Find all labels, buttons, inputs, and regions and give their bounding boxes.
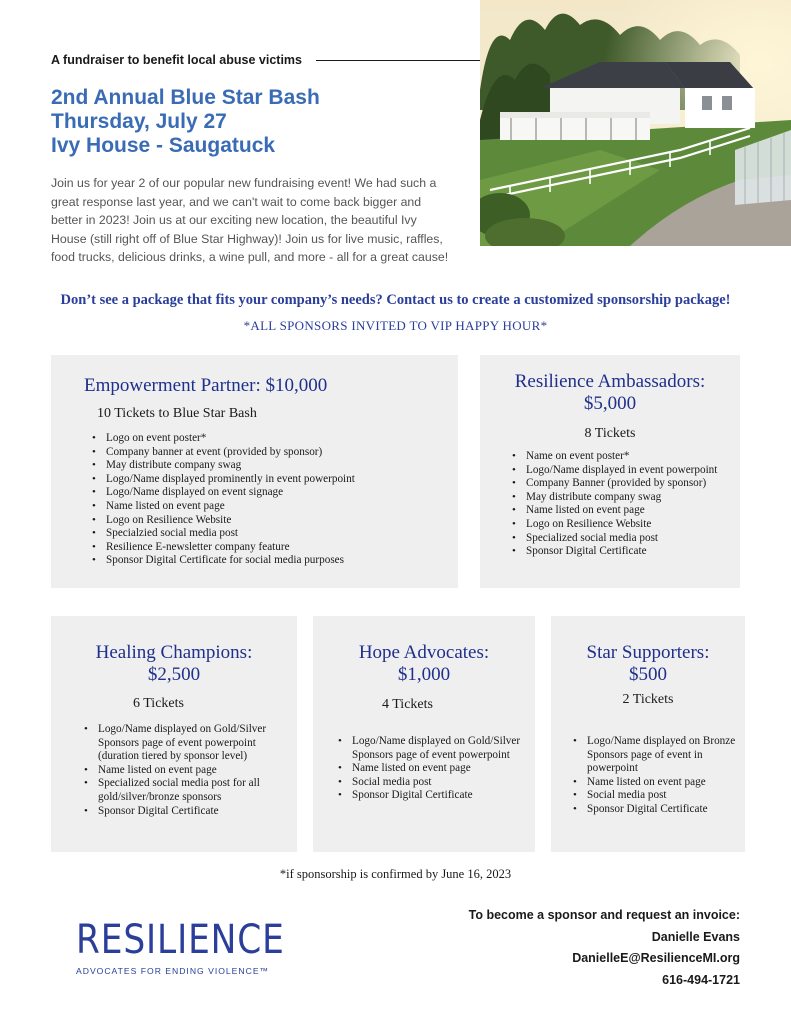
event-date: Thursday, July 27 <box>51 110 227 133</box>
benefit-item: • Specialized social media post for all gold/silver/bronze sponsors <box>81 777 291 804</box>
benefit-item: • Sponsor Digital Certificate <box>509 545 734 559</box>
benefit-item: • Logo/Name displayed on Gold/Silver Sponsors page of event powerpoint <box>335 735 530 762</box>
benefit-item: • Name listed on event page <box>89 500 449 514</box>
tagline-divider <box>316 60 481 61</box>
benefit-item: • Company Banner (provided by sponsor) <box>509 477 734 491</box>
benefit-item: • Social media post <box>570 789 742 803</box>
contact-phone[interactable]: 616-494-1721 <box>662 972 740 987</box>
custom-package-note: Don’t see a package that fits your company’s needs? Contact us to create a customized sponsorship package! <box>60 292 731 308</box>
benefit-item: • Company banner at event (provided by sponsor) <box>89 446 449 460</box>
event-location: Ivy House - Saugatuck <box>51 134 276 157</box>
package-card-resilience <box>480 355 740 588</box>
benefit-item: • Specialzied social media post <box>89 527 449 541</box>
benefit-item: • Name listed on event page <box>81 764 291 778</box>
benefit-list <box>509 450 734 559</box>
venue-photo-illustration <box>480 0 791 246</box>
venue-photo <box>480 0 791 246</box>
benefit-item: • Sponsor Digital Certificate <box>81 805 291 819</box>
benefit-item: • Sponsor Digital Certificate for social media purposes <box>89 554 449 568</box>
benefit-item: • Logo/Name displayed in event powerpoint <box>509 464 734 478</box>
package-title-name: Resilience Ambassadors: <box>514 371 706 392</box>
benefit-item: • Logo/Name displayed on Gold/Silver Sponsors page of event powerpoint (duration tiered by sponsor level) <box>81 723 291 764</box>
sponsorship-footnote: *if sponsorship is confirmed by June 16, 2023 <box>279 867 512 881</box>
contact-heading: To become a sponsor and request an invoice: <box>468 908 740 922</box>
resilience-logo <box>76 918 286 976</box>
benefit-item: • Specialized social media post <box>509 532 734 546</box>
tagline: A fundraiser to benefit local abuse victims <box>51 53 302 67</box>
contact-block <box>420 905 740 991</box>
benefit-item: • Name listed on event page <box>509 504 734 518</box>
benefit-item: • Social media post <box>335 776 530 790</box>
benefit-item: • Logo on event poster* <box>89 432 449 446</box>
package-tickets: 10 Tickets to Blue Star Bash <box>97 406 257 421</box>
package-title-name: Hope Advocates: <box>358 642 490 663</box>
benefit-item: • Logo on Resilience Website <box>509 518 734 532</box>
benefit-item: • Logo/Name displayed on Bronze Sponsors page of event in powerpoint <box>570 735 742 776</box>
benefit-list <box>570 735 742 817</box>
benefit-list <box>81 723 291 818</box>
benefit-item: • Sponsor Digital Certificate <box>335 789 530 803</box>
package-title <box>551 642 745 686</box>
package-title <box>480 371 740 415</box>
benefit-list <box>335 735 530 803</box>
contact-name: Danielle Evans <box>651 929 740 944</box>
package-title-name: Healing Champions: <box>95 642 253 663</box>
benefit-item: • Logo/Name displayed on event signage <box>89 486 449 500</box>
package-card-star <box>551 616 745 852</box>
package-tickets: 4 Tickets <box>382 697 433 712</box>
logo-wordmark: RESILIENCE <box>76 917 285 963</box>
benefit-item: • Name listed on event page <box>335 762 530 776</box>
intro-paragraph: Join us for year 2 of our popular new fundraising event! We had such a great response last year, and we can't wait to come back bigger and better in 2023! Join us at our exciting new location, the beautiful Ivy House (still right off of Blue Star Highway)! Join us for live music, raffles, food trucks, delicious drinks, a wine pull, and more - all for a great cause! <box>51 176 449 265</box>
package-card-healing <box>51 616 297 852</box>
package-title-price: $2,500 <box>147 664 201 685</box>
benefit-item: • Resilience E-newsletter company feature <box>89 541 449 555</box>
benefit-item: • Logo/Name displayed prominently in event powerpoint <box>89 473 449 487</box>
package-card-hope <box>313 616 535 852</box>
package-title <box>313 642 535 686</box>
package-title-price: $1,000 <box>397 664 451 685</box>
event-title <box>51 86 471 158</box>
benefit-item: • May distribute company swag <box>509 491 734 505</box>
benefit-list <box>89 432 449 568</box>
package-tickets: 6 Tickets <box>133 696 184 711</box>
benefit-item: • May distribute company swag <box>89 459 449 473</box>
benefit-item: • Logo on Resilience Website <box>89 514 449 528</box>
benefit-item: • Sponsor Digital Certificate <box>570 803 742 817</box>
package-title: Empowerment Partner: $10,000 <box>84 375 328 396</box>
package-card-empowerment <box>51 355 458 588</box>
event-title-line: 2nd Annual Blue Star Bash <box>51 86 320 109</box>
package-tickets: 8 Tickets <box>584 426 636 441</box>
contact-email[interactable]: DanielleE@ResilienceMI.org <box>572 951 740 965</box>
package-title-price: $5,000 <box>583 393 637 414</box>
package-tickets: 2 Tickets <box>622 692 674 707</box>
package-title-price: $500 <box>629 664 667 685</box>
benefit-item: • Name on event poster* <box>509 450 734 464</box>
package-title <box>51 642 297 686</box>
tagline-row <box>51 50 481 70</box>
logo-tagline: ADVOCATES FOR ENDING VIOLENCE™ <box>76 966 270 976</box>
package-title-name: Star Supporters: <box>586 642 710 663</box>
vip-note: *ALL SPONSORS INVITED TO VIP HAPPY HOUR* <box>243 318 548 333</box>
benefit-item: • Name listed on event page <box>570 776 742 790</box>
